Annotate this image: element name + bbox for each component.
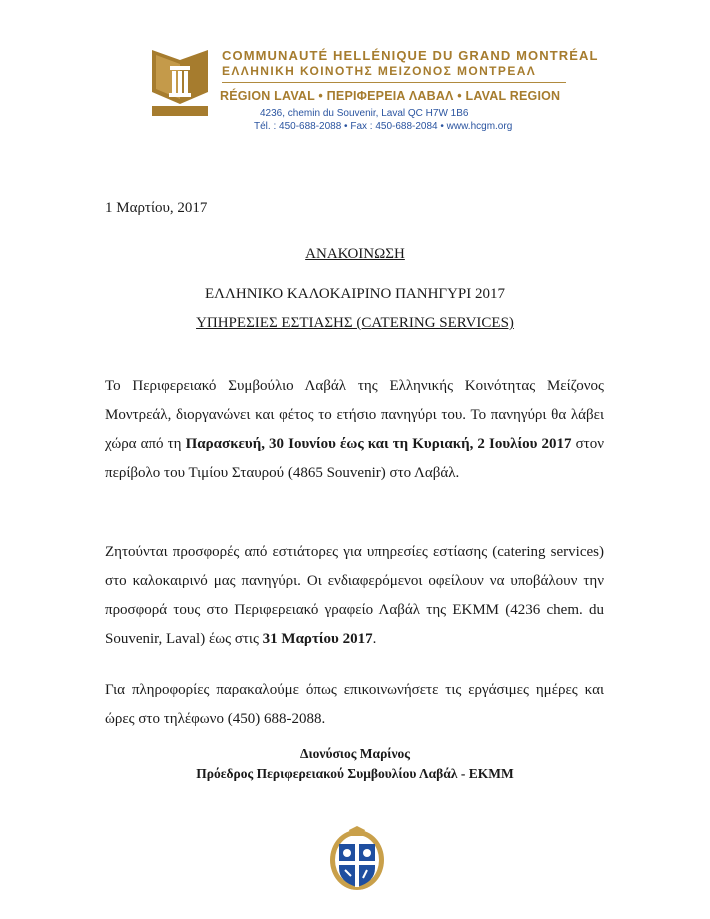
community-logo-icon [150,46,210,118]
community-seal-icon [327,824,387,892]
letterhead [150,44,599,136]
paragraph-text: Το Περιφερειακό Συμβούλιο Λαβάλ της Ελληνικής Κοινότητας Μείζονος Μοντρεάλ, διοργανώνει και φέτος το ετήσιο πανηγύρι του. Το πανηγύρι θα λάβει χώρα από τη [105,378,604,452]
address-line: 4236, chemin du Souvenir, Laval QC H7W 1B6 [260,108,469,119]
announcement-heading: ΑΝΑΚΟΙΝΩΣΗ [305,246,405,262]
event-title: ΕΛΛΗΝΙΚΟ ΚΑΛΟΚΑΙΡΙΝΟ ΠΑΝΗΓΥΡΙ 2017 [204,286,506,302]
paragraph-event-details [105,372,604,488]
letter-date: 1 Μαρτίου, 2017 [105,200,208,216]
event-dates: Παρασκευή, 30 Ιουνίου έως και τη Κυριακή, 2 Ιουλίου 2017 [185,436,572,452]
paragraph-text: . [372,631,377,647]
catering-title: ΥΠΗΡΕΣΙΕΣ ΕΣΤΙΑΣΗΣ (CATERING SERVICES) [196,315,514,331]
deadline-date: 31 Μαρτίου 2017 [262,631,373,647]
contact-line: Tél. : 450-688-2088 • Fax : 450-688-2084 • www.hcgm.org [254,121,513,132]
signatory-name: Διονύσιος Μαρίνος [300,746,410,761]
letterhead-divider [222,82,566,83]
signatory-title: Πρόεδρος Περιφερειακού Συμβουλίου Λαβάλ - ΕΚΜΜ [196,766,514,781]
paragraph-offers [105,538,604,654]
org-name-french: COMMUNAUTÉ HELLÉNIQUE DU GRAND MONTRÉAL [222,48,599,63]
paragraph-text: Ζητούνται προσφορές από εστιάτορες για υπηρεσίες εστίασης (catering services) στο καλοκαιρινό μας πανηγύρι. Οι ενδιαφερόμενοι οφείλουν να υποβάλουν την προσφορά τους στο Περιφερειακό γραφείο Λαβάλ της ΕΚΜΜ (4236 chem. du Souvenir, Laval) έως στις [105,544,604,647]
paragraph-text: στον περίβολο του Τιμίου Σταυρού (4865 Souvenir) στο Λαβάλ. [105,436,604,481]
org-name-greek: ΕΛΛΗΝΙΚΗ ΚΟΙΝΟΤΗΣ ΜΕΙΖΟΝΟΣ ΜΟΝΤΡΕΑΛ [222,64,537,78]
paragraph-contact-info: Για πληροφορίες παρακαλούμε όπως επικοινωνήσετε τις εργάσιμες ημέρες και ώρες στο τηλέφωνο (450) 688-2088. [105,682,604,727]
region-line: RÉGION LAVAL • ΠΕΡΙΦΕΡΕΙΑ ΛΑΒΑΛ • LAVAL REGION [220,89,561,103]
